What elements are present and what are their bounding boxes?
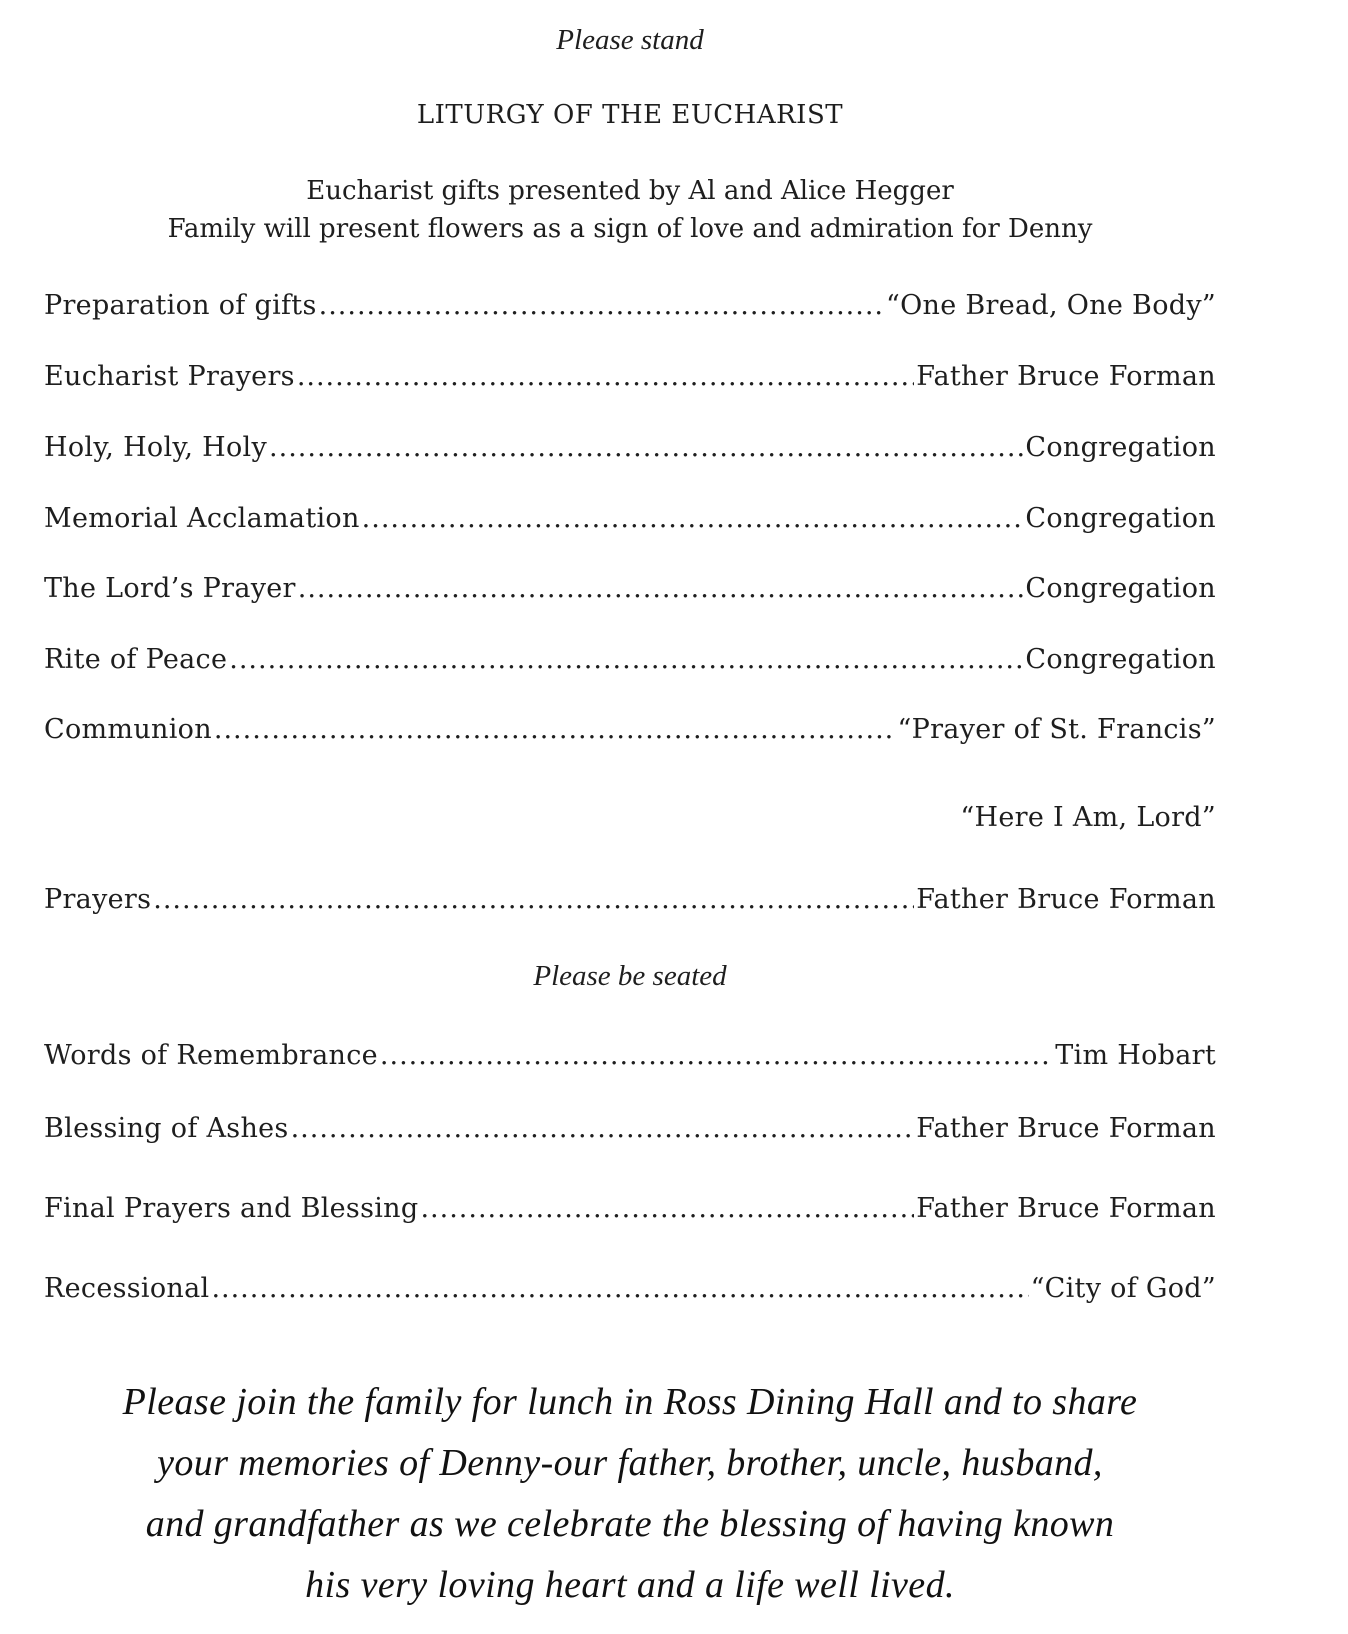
program-item-eucharist-prayers bbox=[44, 361, 1216, 392]
program-item-holy-holy-holy bbox=[44, 432, 1216, 463]
program-item-label: Communion bbox=[44, 714, 212, 745]
program-item-value: Congregation bbox=[1025, 432, 1216, 463]
gifts-presenters-line: Eucharist gifts presented by Al and Alice Hegger bbox=[306, 176, 954, 206]
dot-leader bbox=[269, 432, 1023, 463]
program-item-rite-of-peace bbox=[44, 644, 1216, 675]
program-item-value: Congregation bbox=[1025, 573, 1216, 604]
dot-leader bbox=[211, 1273, 1028, 1304]
closing-line: Please join the family for lunch in Ross Dining Hall and to share bbox=[122, 1381, 1138, 1423]
program-item-value: “City of God” bbox=[1030, 1273, 1216, 1304]
closing-line: your memories of Denny-our father, brother, uncle, husband, bbox=[157, 1442, 1103, 1484]
dot-leader bbox=[298, 573, 1024, 604]
program-item-value: Congregation bbox=[1025, 644, 1216, 675]
program-item-preparation-of-gifts bbox=[44, 290, 1216, 321]
dot-leader bbox=[291, 1113, 915, 1144]
communion-second-hymn: “Here I Am, Lord” bbox=[960, 802, 1216, 833]
program-item-value: Father Bruce Forman bbox=[916, 1113, 1216, 1144]
program-item-prayers bbox=[44, 884, 1216, 915]
dot-leader bbox=[420, 1193, 914, 1224]
program-item-label: Words of Remembrance bbox=[44, 1040, 378, 1071]
dot-leader bbox=[297, 361, 914, 392]
program-item-label: Rite of Peace bbox=[44, 644, 228, 675]
dot-leader bbox=[362, 503, 1024, 534]
please-be-seated-instruction: Please be seated bbox=[533, 960, 727, 992]
dot-leader bbox=[380, 1040, 1053, 1071]
please-stand-instruction: Please stand bbox=[556, 24, 704, 56]
program-item-lords-prayer bbox=[44, 573, 1216, 604]
dot-leader bbox=[153, 884, 914, 915]
program-item-label: Preparation of gifts bbox=[44, 290, 317, 321]
program-item-value: Father Bruce Forman bbox=[916, 361, 1216, 392]
flowers-line: Family will present flowers as a sign of love and admiration for Denny bbox=[167, 214, 1093, 244]
program-item-label: Memorial Acclamation bbox=[44, 503, 360, 534]
program-item-communion bbox=[44, 714, 1216, 745]
program-item-memorial-acclamation bbox=[44, 503, 1216, 534]
program-item-value: Father Bruce Forman bbox=[916, 1193, 1216, 1224]
closing-invitation bbox=[80, 1372, 1180, 1616]
dot-leader bbox=[229, 644, 1023, 675]
program-item-label: Recessional bbox=[44, 1273, 210, 1304]
closing-line: his very loving heart and a life well lived. bbox=[305, 1564, 955, 1606]
program-item-blessing-of-ashes bbox=[44, 1113, 1216, 1144]
closing-line: and grandfather as we celebrate the blessing of having known bbox=[145, 1503, 1115, 1545]
program-item-value: Tim Hobart bbox=[1055, 1040, 1216, 1071]
section-title: LITURGY OF THE EUCHARIST bbox=[416, 100, 844, 130]
program-item-label: Prayers bbox=[44, 884, 152, 915]
program-item-value: “Prayer of St. Francis” bbox=[897, 714, 1216, 745]
program-item-final-prayers-and-blessing bbox=[44, 1193, 1216, 1224]
program-item-recessional bbox=[44, 1273, 1216, 1304]
program-item-label: Holy, Holy, Holy bbox=[44, 432, 268, 463]
program-item-words-of-remembrance bbox=[44, 1040, 1216, 1071]
dot-leader bbox=[214, 714, 896, 745]
program-item-label: Final Prayers and Blessing bbox=[44, 1193, 419, 1224]
program-item-value: “One Bread, One Body” bbox=[886, 290, 1216, 321]
program-item-label: Eucharist Prayers bbox=[44, 361, 295, 392]
program-item-value: Father Bruce Forman bbox=[916, 884, 1216, 915]
dot-leader bbox=[319, 290, 884, 321]
program-item-label: The Lord’s Prayer bbox=[44, 573, 296, 604]
program-item-label: Blessing of Ashes bbox=[44, 1113, 289, 1144]
program-item-value: Congregation bbox=[1025, 503, 1216, 534]
